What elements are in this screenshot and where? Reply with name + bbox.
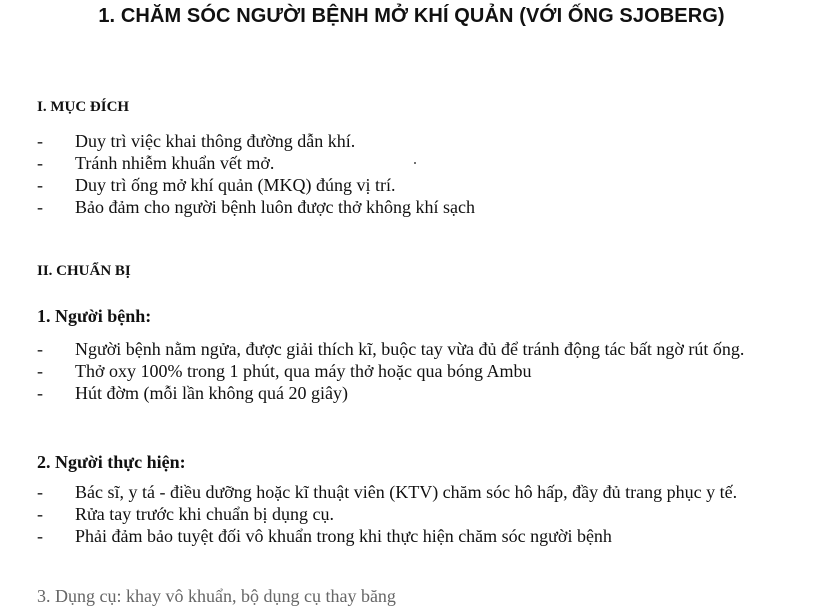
scan-speck — [414, 162, 416, 164]
bullet-dash: - — [37, 526, 43, 546]
list-item-text: Hút đờm (mỗi lần không quá 20 giây) — [75, 383, 348, 403]
list-item — [37, 196, 797, 218]
subheading-performer: 2. Người thực hiện: — [37, 452, 186, 472]
list-item — [37, 174, 797, 196]
bullet-dash: - — [37, 153, 43, 173]
list-item-text: Thở oxy 100% trong 1 phút, qua máy thở hoặc qua bóng Ambu — [75, 361, 532, 381]
bullet-dash: - — [37, 361, 43, 381]
bullet-dash: - — [37, 383, 43, 403]
list-item — [37, 338, 797, 360]
list-item-text: Tránh nhiễm khuẩn vết mở. — [75, 153, 275, 173]
bullet-dash: - — [37, 131, 43, 151]
list-item-text: Duy trì việc khai thông đường dẫn khí. — [75, 131, 356, 151]
list-item — [37, 130, 797, 152]
performer-list — [37, 481, 797, 547]
list-item — [37, 525, 797, 547]
bullet-dash: - — [37, 339, 43, 359]
list-item-text: Rửa tay trước khi chuẩn bị dụng cụ. — [75, 504, 334, 524]
bullet-dash: - — [37, 482, 43, 502]
list-item — [37, 503, 797, 525]
section-heading-purpose: I. MỤC ĐÍCH — [37, 99, 130, 115]
list-item-text: Người bệnh nằm ngửa, được giải thích kĩ, buộc tay vừa đủ để tránh động tác bất ngờ rút ống. — [75, 339, 745, 359]
list-item-text: Bảo đảm cho người bệnh luôn được thở không khí sạch — [75, 197, 476, 217]
document-title: 1. CHĂM SÓC NGƯỜI BỆNH MỞ KHÍ QUẢN (VỚI ỐNG SJOBERG) — [98, 5, 725, 27]
subheading-patient: 1. Người bệnh: — [37, 306, 152, 326]
cut-off-next-line: 3. Dụng cụ: khay vô khuẩn, bộ dụng cụ thay băng — [37, 586, 396, 606]
list-item-text: Phải đảm bảo tuyệt đối vô khuẩn trong khi thực hiện chăm sóc người bệnh — [75, 526, 612, 546]
list-item — [37, 382, 797, 404]
patient-list — [37, 338, 797, 404]
bullet-dash: - — [37, 175, 43, 195]
section-heading-preparation: II. CHUẨN BỊ — [37, 263, 131, 279]
list-item-text: Duy trì ống mở khí quản (MKQ) đúng vị trí. — [75, 175, 396, 195]
purpose-list — [37, 130, 797, 218]
list-item — [37, 152, 797, 174]
bullet-dash: - — [37, 504, 43, 524]
list-item — [37, 360, 797, 382]
list-item-text: Bác sĩ, y tá - điều dưỡng hoặc kĩ thuật viên (KTV) chăm sóc hô hấp, đầy đủ trang phục y tế. — [75, 482, 738, 502]
list-item — [37, 481, 797, 503]
bullet-dash: - — [37, 197, 43, 217]
